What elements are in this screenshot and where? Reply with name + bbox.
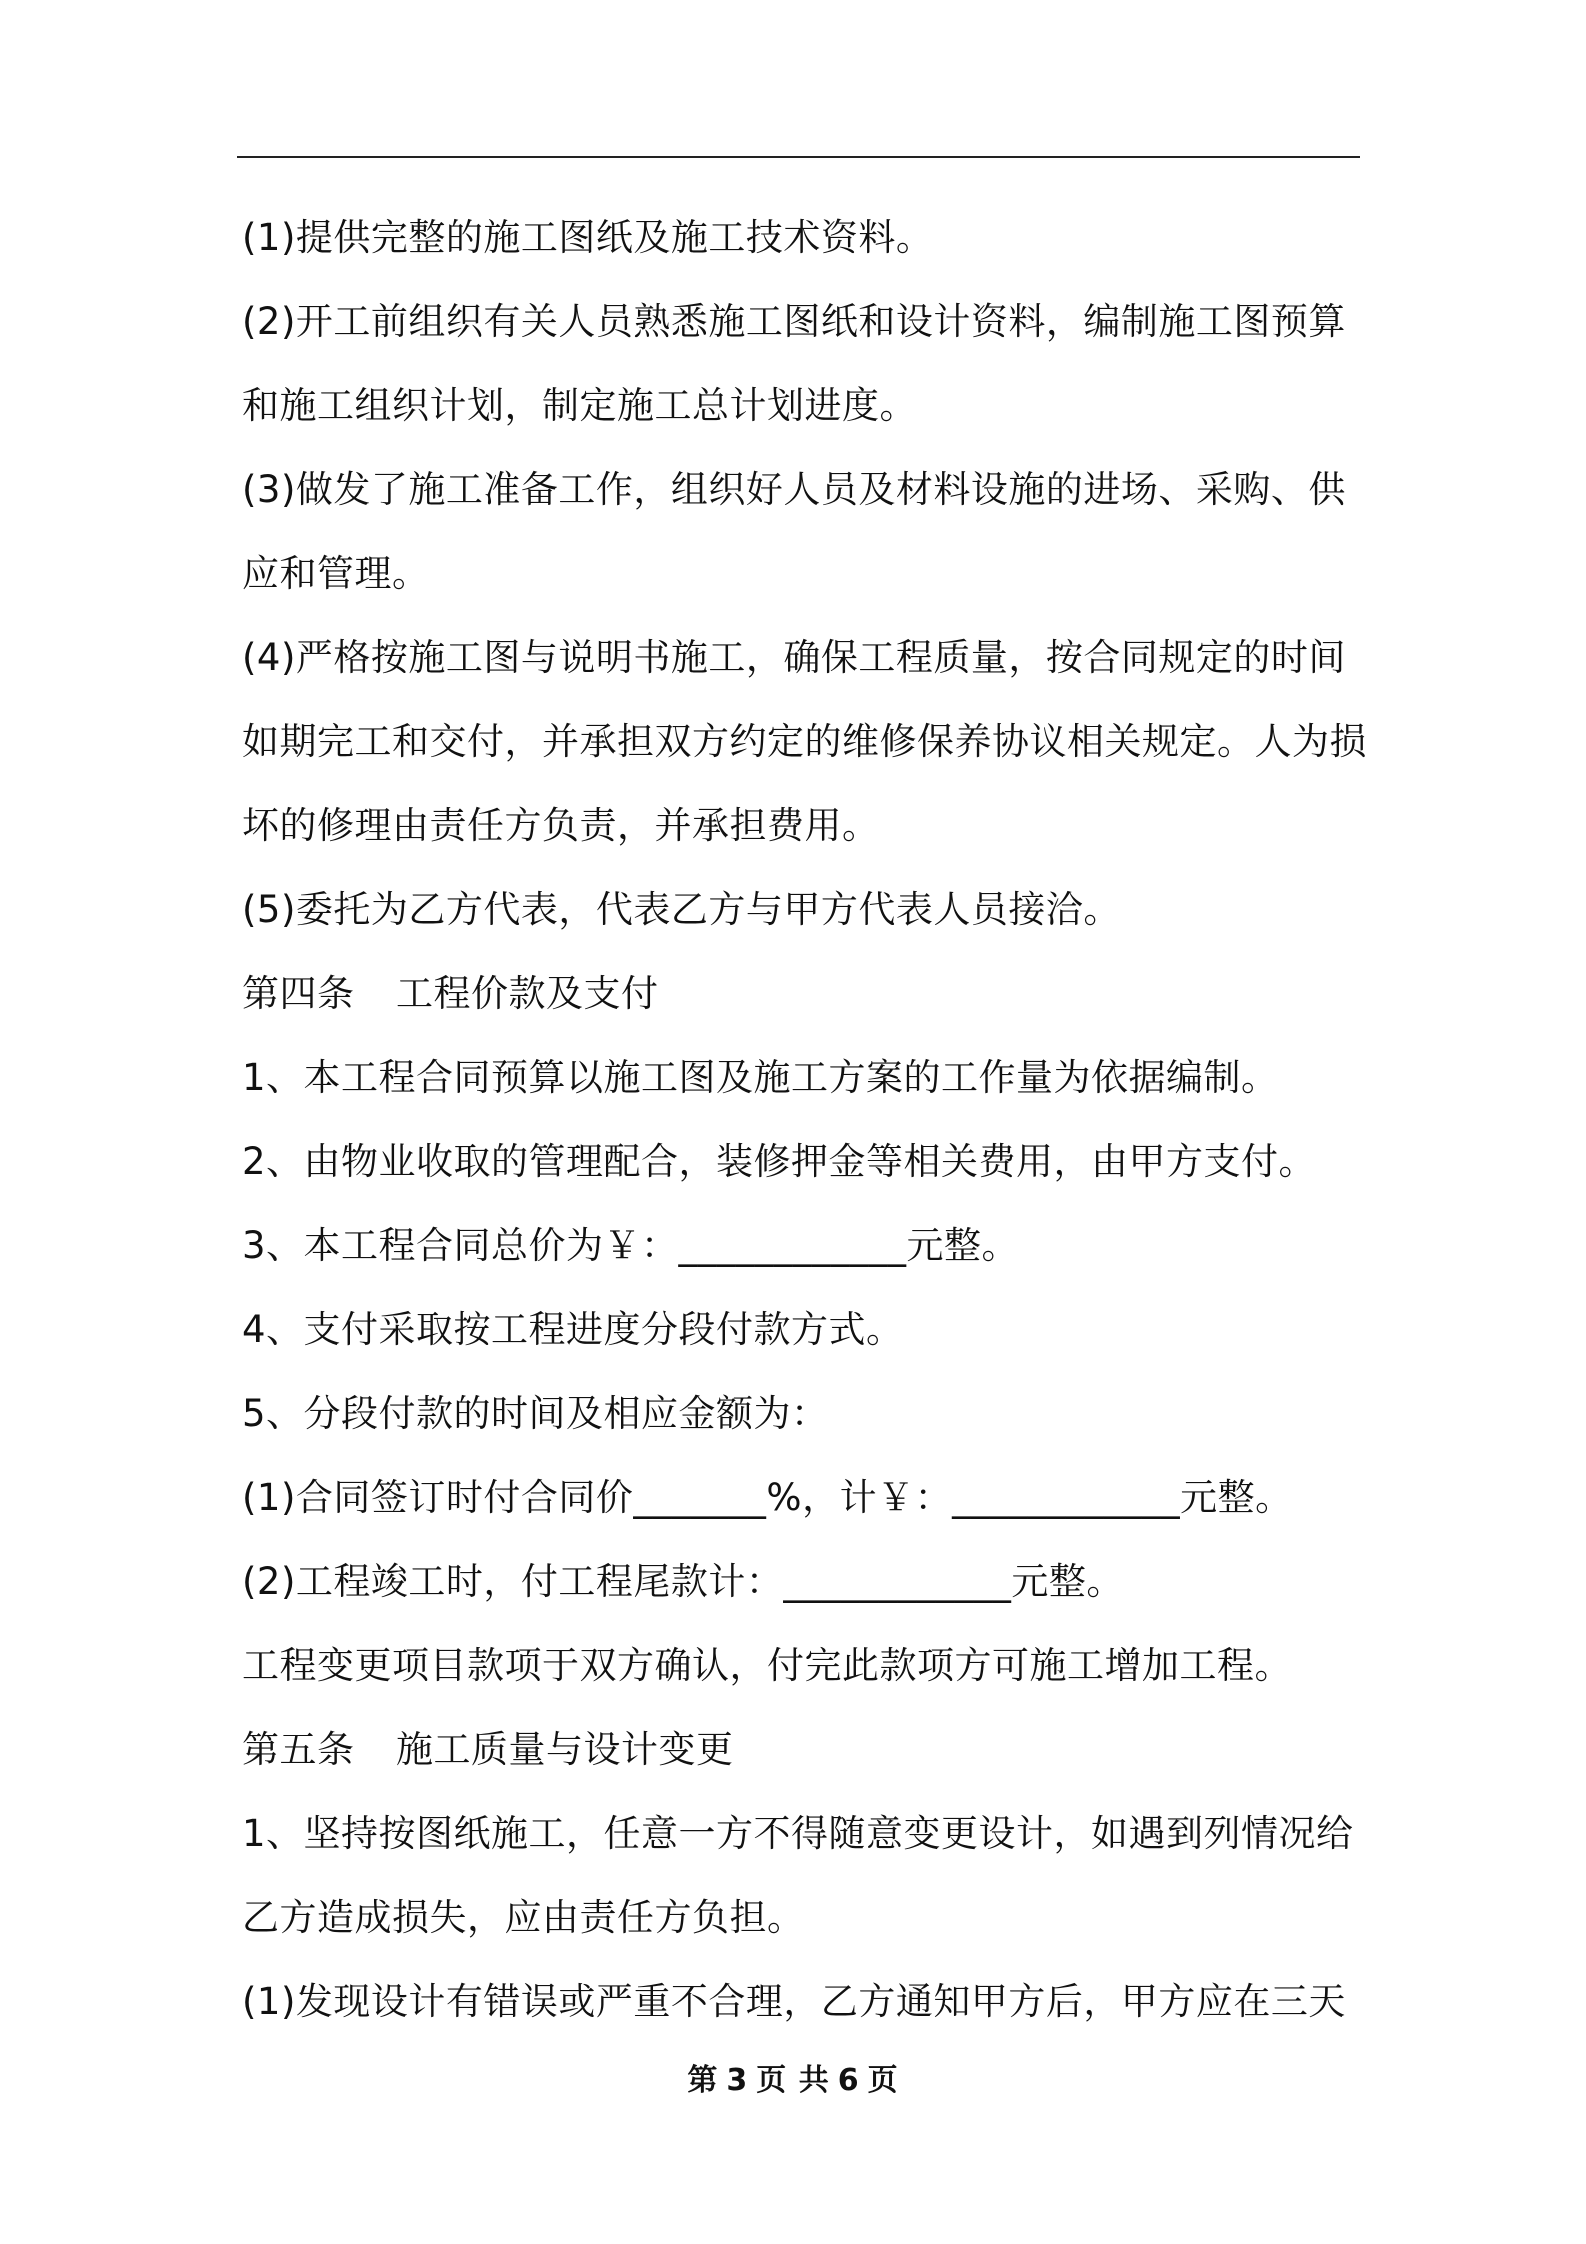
clause-line: (2)工程竣工时，付工程尾款计：____________元整。 — [242, 1560, 1124, 1603]
section-title: 工程价款及支付 — [396, 972, 659, 1015]
clause-line: 1、坚持按图纸施工，任意一方不得随意变更设计，如遇到列情况给 — [242, 1812, 1354, 1855]
paragraph-line: (4)严格按施工图与说明书施工，确保工程质量，按合同规定的时间 — [242, 636, 1346, 679]
paragraph-line: 坏的修理由责任方负责，并承担费用。 — [242, 804, 880, 847]
section-title: 施工质量与设计变更 — [396, 1728, 734, 1771]
paragraph-line: 和施工组织计划，制定施工总计划进度。 — [242, 384, 917, 427]
paragraph-line: (3)做发了施工准备工作，组织好人员及材料设施的进场、采购、供 — [242, 468, 1346, 511]
clause-line: 4、支付采取按工程进度分段付款方式。 — [242, 1308, 904, 1351]
clause-line: 工程变更项目款项于双方确认，付完此款项方可施工增加工程。 — [242, 1644, 1292, 1687]
footer-total-pages: 6 — [837, 2063, 860, 2098]
clause-line: 乙方造成损失，应由责任方负担。 — [242, 1896, 805, 1939]
section-heading — [242, 1708, 1372, 1792]
clause-line: 1、本工程合同预算以施工图及施工方案的工作量为依据编制。 — [242, 1056, 1279, 1099]
clause-line: 5、分段付款的时间及相应金额为： — [242, 1392, 829, 1435]
paragraph-line: 如期完工和交付，并承担双方约定的维修保养协议相关规定。人为损 — [242, 720, 1367, 763]
section-heading — [242, 952, 1372, 1036]
section-number: 第四条 — [242, 972, 355, 1015]
footer-page-number: 3 — [726, 2063, 749, 2098]
page-footer — [0, 2055, 1586, 2099]
footer-suffix: 页 — [867, 2063, 899, 2098]
footer-middle: 页 共 — [756, 2063, 830, 2098]
clause-line: (1)发现设计有错误或严重不合理，乙方通知甲方后，甲方应在三天 — [242, 1980, 1346, 2023]
clause-line: 2、由物业收取的管理配合，装修押金等相关费用，由甲方支付。 — [242, 1140, 1317, 1183]
header-rule — [237, 156, 1360, 158]
paragraph-line: (5)委托为乙方代表，代表乙方与甲方代表人员接洽。 — [242, 888, 1121, 931]
clause-line: (1)合同签订时付合同价_______%，计￥：____________元整。 — [242, 1476, 1293, 1519]
paragraph-line: 应和管理。 — [242, 552, 430, 595]
footer-prefix: 第 — [687, 2063, 719, 2098]
paragraph-line: (2)开工前组织有关人员熟悉施工图纸和设计资料，编制施工图预算 — [242, 300, 1346, 343]
document-body — [242, 196, 1372, 2044]
paragraph-line: (1)提供完整的施工图纸及施工技术资料。 — [242, 216, 934, 259]
clause-line: 3、本工程合同总价为￥：____________元整。 — [242, 1224, 1020, 1267]
section-number: 第五条 — [242, 1728, 355, 1771]
